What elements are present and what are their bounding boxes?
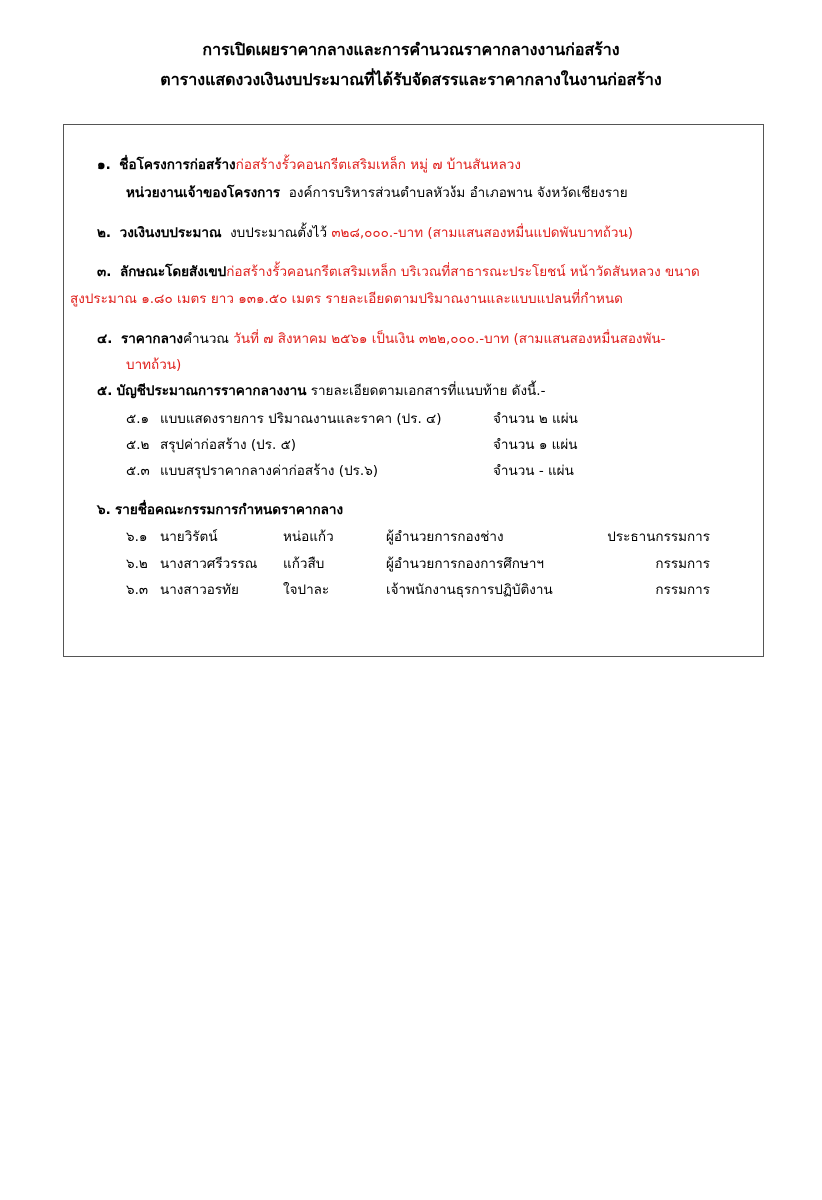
agency-value: องค์การบริหารส่วนตำบลหัวง้ม อำเภอพาน จังหวัดเชียงราย — [288, 185, 628, 201]
agency-line — [126, 184, 628, 202]
estimate-desc: รายละเอียดตามเอกสารที่แนบท้าย ดังนี้.- — [306, 383, 546, 399]
estimate-item-text: สรุปค่าก่อสร้าง (ปร. ๕) — [160, 437, 297, 453]
section-4-number: ๔. — [97, 331, 113, 347]
section-4-line-1 — [97, 330, 666, 348]
estimate-item-count: จำนวน - แผ่น — [493, 463, 574, 479]
section-5-line — [97, 382, 545, 400]
estimate-item-number: ๕.๓ — [126, 463, 150, 479]
committee-last-name: หน่อแก้ว — [283, 529, 334, 545]
estimate-item-count: จำนวน ๒ แผ่น — [493, 411, 578, 427]
committee-first-name: นางสาวศรีวรรณ — [160, 556, 258, 572]
median-price-line-1: วันที่ ๗ สิงหาคม ๒๕๖๑ เป็นเงิน ๓๒๒,๐๐๐.-บาท (สามแสนสองหมื่นสองพัน- — [233, 331, 666, 347]
section-6-number: ๖. — [97, 502, 111, 518]
committee-position: ผู้อำนวยการกองการศึกษาฯ — [386, 556, 545, 572]
description-line-1: ก่อสร้างรั้วคอนกรีตเสริมเหล็ก บริเวณที่สาธารณะประโยชน์ หน้าวัดสันหลวง ขนาด — [226, 264, 700, 280]
committee-number: ๖.๓ — [126, 582, 149, 598]
title-line-2: ตารางแสดงวงเงินงบประมาณที่ได้รับจัดสรรและราคากลางในงานก่อสร้าง — [160, 70, 662, 89]
median-price-mid: คำนวณ — [183, 331, 234, 347]
committee-last-name: ใจปาละ — [283, 582, 330, 598]
committee-position: ผู้อำนวยการกองช่าง — [386, 529, 504, 545]
committee-last-name: แก้วสืบ — [283, 556, 325, 572]
description-line-2: สูงประมาณ ๑.๘๐ เมตร ยาว ๑๓๑.๕๐ เมตร รายละเอียดตามปริมาณงานและแบบแปลนที่กำหนด — [70, 291, 623, 307]
section-2-number: ๒. — [97, 225, 112, 241]
committee-role: กรรมการ — [655, 556, 710, 572]
section-6-line — [97, 501, 343, 519]
budget-prefix: งบประมาณตั้งไว้ — [230, 225, 332, 241]
committee-role: ประธานกรรมการ — [607, 529, 710, 545]
estimate-label: บัญชีประมาณการราคากลางงาน — [116, 383, 307, 399]
estimate-item-number: ๕.๑ — [126, 411, 150, 427]
committee-position: เจ้าพนักงานธุรการปฏิบัติงาน — [386, 582, 553, 598]
title-line-1: การเปิดเผยราคากลางและการคำนวณราคากลางงานก่อสร้าง — [202, 40, 620, 59]
estimate-item-count: จำนวน ๑ แผ่น — [493, 437, 578, 453]
median-price-line-2: บาทถ้วน) — [126, 357, 182, 373]
budget-value: ๓๒๘,๐๐๐.-บาท (สามแสนสองหมื่นแปดพันบาทถ้วน) — [331, 225, 633, 241]
section-1-number: ๑. — [97, 157, 111, 173]
agency-label: หน่วยงานเจ้าของโครงการ — [126, 185, 281, 201]
committee-first-name: นางสาวอรทัย — [160, 582, 239, 598]
section-3-line-1 — [97, 263, 700, 281]
committee-label: รายชื่อคณะกรรมการกำหนดราคากลาง — [115, 502, 344, 518]
estimate-item-text: แบบแสดงรายการ ปริมาณงานและราคา (ปร. ๔) — [160, 411, 442, 427]
description-label: ลักษณะโดยสังเขป — [119, 264, 227, 280]
committee-first-name: นายวิรัตน์ — [160, 529, 218, 545]
committee-number: ๖.๑ — [126, 529, 148, 545]
committee-role: กรรมการ — [655, 582, 710, 598]
estimate-item-text: แบบสรุปราคากลางค่าก่อสร้าง (ปร.๖) — [160, 463, 379, 479]
section-1-line — [97, 156, 521, 174]
budget-label: วงเงินงบประมาณ — [119, 225, 222, 241]
project-name-label: ชื่อโครงการก่อสร้าง — [119, 157, 236, 173]
section-3-number: ๓. — [97, 264, 112, 280]
section-2-line — [97, 224, 633, 242]
estimate-item-number: ๕.๒ — [126, 437, 150, 453]
median-price-label: ราคากลาง — [120, 331, 184, 347]
project-name-value: ก่อสร้างรั้วคอนกรีตเสริมเหล็ก หมู่ ๗ บ้านสันหลวง — [235, 157, 521, 173]
section-5-number: ๕. — [97, 383, 113, 399]
committee-number: ๖.๒ — [126, 556, 148, 572]
